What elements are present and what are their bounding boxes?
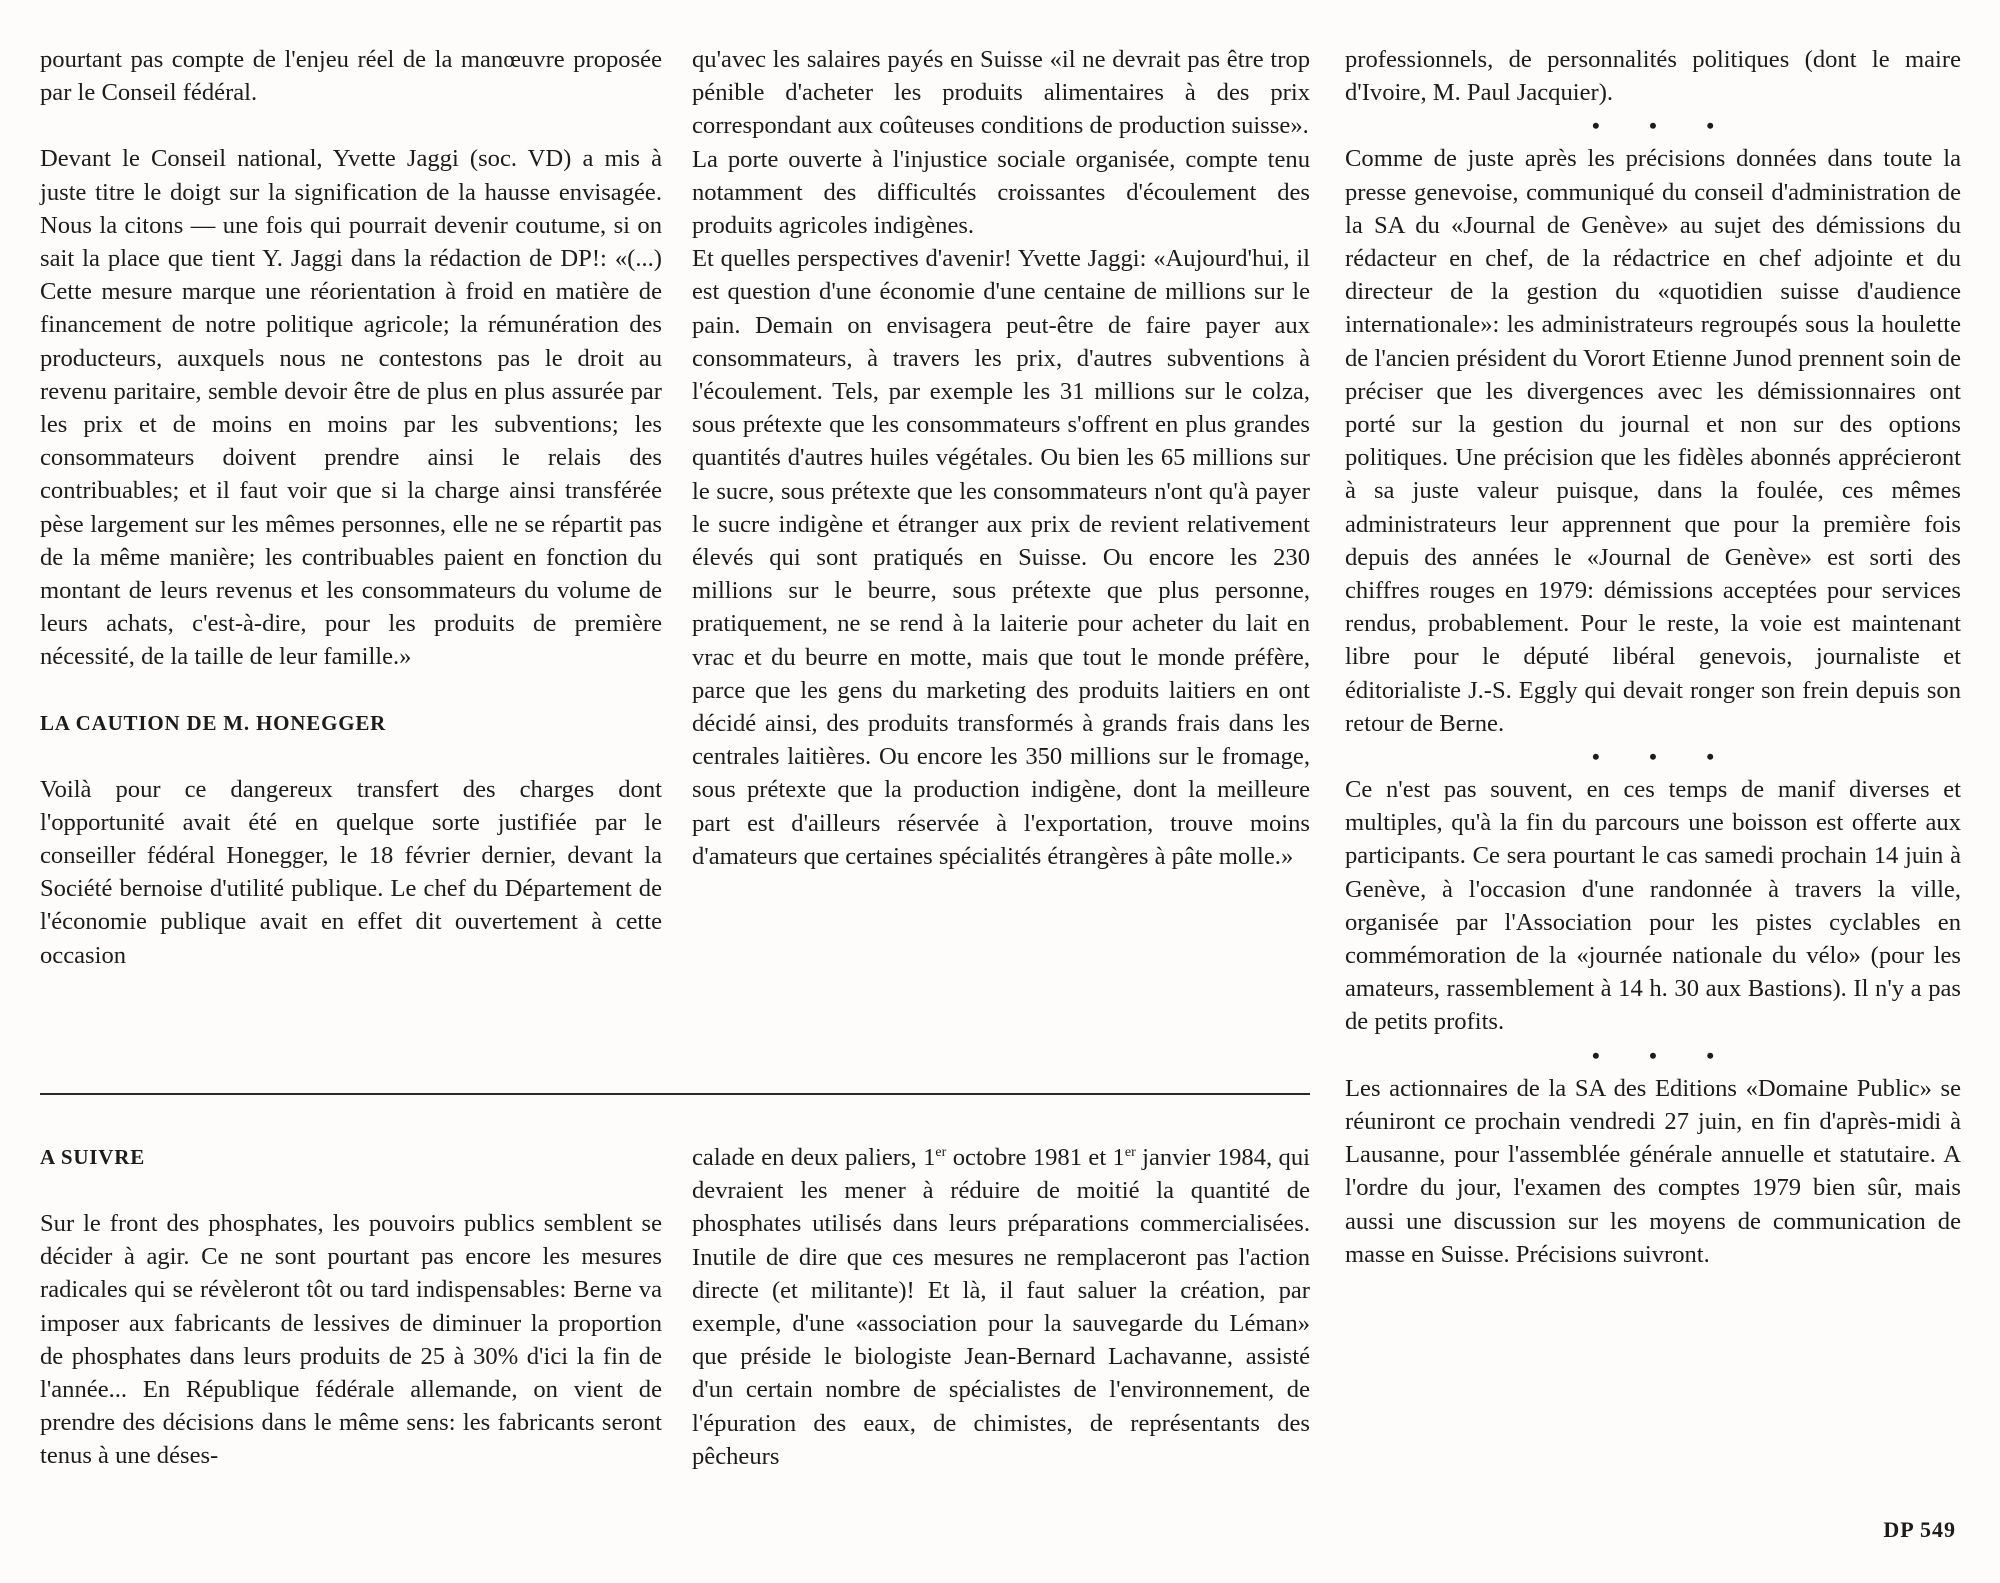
text-run: octobre 1981 et 1 bbox=[946, 1144, 1125, 1171]
paragraph: Les actionnaires de la SA des Editions «Domaine Public» se réuniront ce prochain vendredi 27 juin, en fin d'après-midi à Lausanne, pour l'assemblée générale annuelle et statutaire. A l'ordre du jour, l'examen des comptes 1979 bien sûr, mais aussi une discussion sur les moyens de communication de masse en Suisse. Précisions suivront. bbox=[1345, 1074, 1961, 1268]
paragraph: Voilà pour ce dangereux transfert des charges dont l'opportunité avait été en quelque sorte justifiée par le conseiller fédéral Honegger, le 18 février dernier, devant la Société bernoise d'utilité publique. Le chef du Département de l'économie publique avait en effet dit ouvertement à cette occasion bbox=[40, 775, 662, 969]
paragraph: pourtant pas compte de l'enjeu réel de la manœuvre proposée par le Conseil fédéral. bbox=[40, 46, 662, 107]
paragraph: Devant le Conseil national, Yvette Jaggi (soc. VD) a mis à juste titre le doigt sur la signification de la hausse envisagée. Nous la citons — une fois qui pourrait devenir coutume, si on sait la place que tient Y. Jaggi dans la rédaction de DP!: «(...) Cette mesure marque une réorientation à froid en matière de financement de notre politique agricole; la rémunération des producteurs, auxquels nous ne contestons pas le droit au revenu paritaire, semble devoir être de plus en plus assurée par les prix et de moins en moins par les subventions; les consommateurs doivent prendre ainsi le relais des contribuables; et il faut voir que si la charge ainsi transférée pèse largement sur les mêmes personnes, elle ne se répartit pas de la même manière; les contribuables paient en fonction du montant de leurs revenus et les consommateurs du volume de leurs achats, c'est-à-dire, pour les produits de première nécessité, de la taille de leur famille.» bbox=[40, 145, 662, 671]
paragraph bbox=[692, 1141, 1310, 1473]
column-2-top bbox=[692, 43, 1310, 873]
text-run: calade en deux paliers, 1 bbox=[692, 1144, 936, 1171]
paragraph: Sur le front des phosphates, les pouvoirs publics semblent se décider à agir. Ce ne sont pourtant pas encore les mesures radicales qui se révèleront tôt ou tard indispensables: Berne va imposer aux fabricants de lessives de diminuer la proportion de phosphates dans leurs produits de 25 à 30% d'ici la fin de l'année... En République fédérale allemande, on vient de prendre des décisions dans le même sens: les fabricants seront tenus à une déses- bbox=[40, 1210, 662, 1470]
separator-stars: • • • bbox=[1591, 744, 1715, 770]
column-1-bottom bbox=[40, 1141, 662, 1473]
column-2-bottom bbox=[692, 1141, 1310, 1473]
paragraph: La porte ouverte à l'injustice sociale organisée, compte tenu notamment des difficultés croissantes d'écoulement des produits agricoles indigènes. bbox=[692, 145, 1310, 240]
paragraph: Et quelles perspectives d'avenir! Yvette Jaggi: «Aujourd'hui, il est question d'une économie d'une centaine de millions sur le pain. Demain on envisagera peut-être de faire payer aux consommateurs, à travers les prix, d'autres subventions à l'écoulement. Tels, par exemple les 31 millions sur le colza, sous prétexte que les consommateurs s'offrent en plus grandes quantités d'autres huiles végétales. Ou bien les 65 millions sur le sucre, sous prétexte que les consommateurs n'ont qu'à payer le sucre indigène et étranger aux prix de revient relativement élevés qui sont pratiqués en Suisse. Ou encore les 230 millions sur le beurre, sous prétexte que plus personne, pratiquement, ne se rend à la laiterie pour acheter du lait en vrac et du beurre en motte, mais que tout le monde préfère, parce que les gens du marketing des produits laitiers en ont décidé ainsi, des produits transformés à grands frais dans les centrales laitières. Ou encore les 350 millions sur le fromage, sous prétexte que la production indigène, dont la meilleure part est d'ailleurs réservée à l'exportation, trouve moins d'amateurs que certaines spécialités étrangères à pâte molle.» bbox=[692, 245, 1310, 870]
page-footer: DP 549 bbox=[1883, 1517, 1956, 1542]
section-heading: A SUIVRE bbox=[40, 1145, 146, 1169]
section-heading: LA CAUTION DE M. HONEGGER bbox=[40, 710, 387, 735]
paragraph: professionnels, de personnalités politiques (dont le maire d'Ivoire, M. Paul Jacquier). bbox=[1345, 46, 1961, 107]
paragraph: Ce n'est pas souvent, en ces temps de manif diverses et multiples, qu'à la fin du parcours une boisson est offerte aux participants. Ce sera pourtant le cas samedi prochain 14 juin à Genève, à l'occasion d'une randonnée à travers la ville, organisée par l'Association pour les pistes cyclables en commémoration de la «journée nationale du vélo» (pour les amateurs, rassemblement à 14 h. 30 aux Bastions). Il n'y a pas de petits profits. bbox=[1345, 776, 1961, 1036]
superscript: er bbox=[935, 1144, 947, 1160]
column-3 bbox=[1345, 43, 1961, 1271]
separator-stars: • • • bbox=[1591, 1042, 1715, 1068]
separator-stars: • • • bbox=[1591, 113, 1715, 139]
paragraph: Comme de juste après les précisions données dans toute la presse genevoise, communiqué du conseil d'administration de la SA du «Journal de Genève» au sujet des démissions du rédacteur en chef, de la rédactrice en chef adjointe et du directeur de la gestion du «quotidien suisse d'audience internationale»: les administrateurs regroupés sous la houlette de l'ancien président du Vorort Etienne Junod prennent soin de préciser que les divergences avec les démissionnaires ont porté sur la gestion du journal et non sur des options politiques. Une précision que les fidèles abonnés apprécieront à sa juste valeur puisque, dans la foulée, ces mêmes administrateurs leur apprennent que pour la première fois depuis des années le «Journal de Genève» est sorti des chiffres rouges en 1979: démissions acceptées pour services rendus, probablement. Pour le reste, la voie est maintenant libre pour le député libéral genevois, journaliste et éditorialiste J.-S. Eggly qui devait ronger son frein depuis son retour de Berne. bbox=[1345, 145, 1961, 737]
paragraph: qu'avec les salaires payés en Suisse «il ne devrait pas être trop pénible d'acheter les produits alimentaires à des prix correspondant aux coûteuses conditions de production suisse». bbox=[692, 46, 1310, 140]
horizontal-rule bbox=[40, 1093, 1310, 1095]
text-run: janvier 1984, qui devraient les mener à réduire de moitié la quantité de phosphates utilisés dans leurs préparations commercialisées. Inutile de dire que ces mesures ne remplaceront pas l'action directe (et militante)! Et là, il faut saluer la création, par exemple, d'une «association pour la sauvegarde du Léman» que préside le biologiste Jean-Bernard Lachavanne, assisté d'un certain nombre de spécialistes de l'environnement, de l'épuration des eaux, de chimistes, de représentants des pêcheurs bbox=[692, 1144, 1310, 1470]
superscript: er bbox=[1124, 1144, 1136, 1160]
column-1-top bbox=[40, 43, 662, 972]
